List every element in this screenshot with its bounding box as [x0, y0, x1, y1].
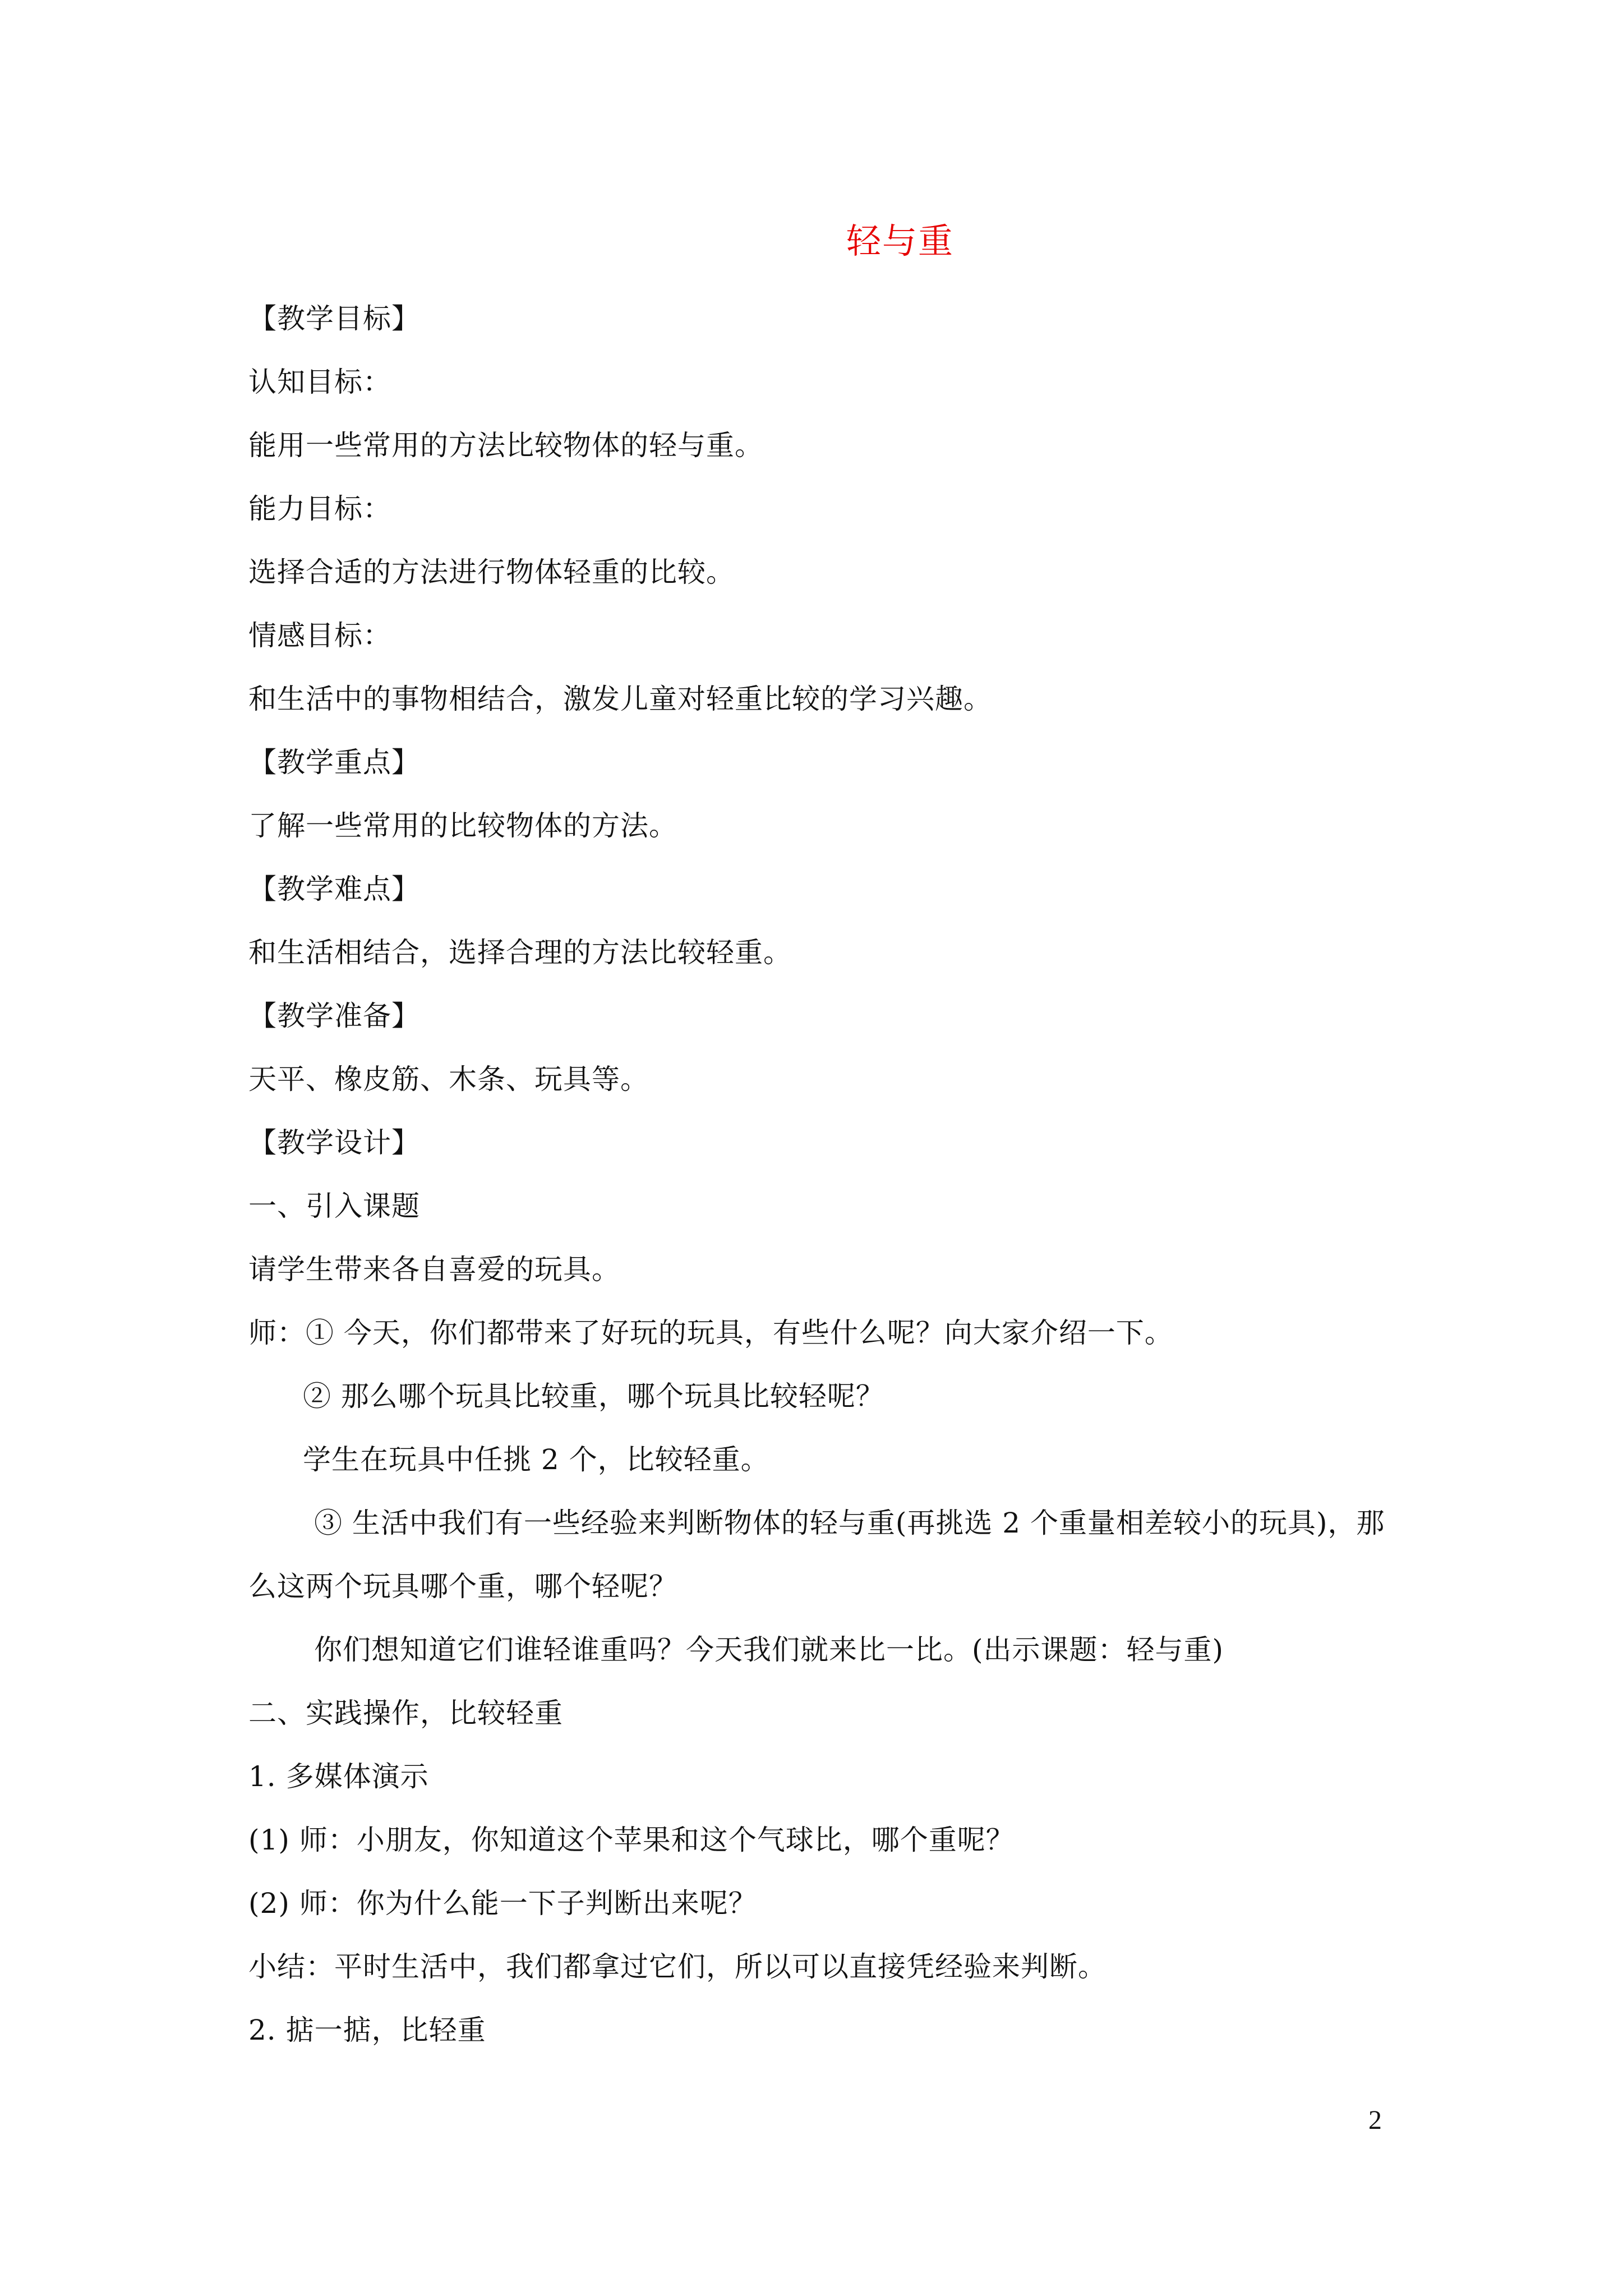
paragraph-line: 么这两个玩具哪个重，哪个轻呢？	[248, 1570, 677, 1603]
paragraph-line: 小结：平时生活中，我们都拿过它们，所以可以直接凭经验来判断。	[248, 1950, 1106, 1983]
paragraph-line: (2) 师：你为什么能一下子判断出来呢？	[248, 1887, 757, 1920]
section-heading-difficulties: 【教学难点】	[248, 873, 420, 905]
paragraph-line: 师：① 今天，你们都带来了好玩的玩具，有些什么呢？向大家介绍一下。	[248, 1317, 1173, 1349]
document-title: 轻与重	[846, 220, 954, 261]
paragraph-line: (1) 师：小朋友，你知道这个苹果和这个气球比，哪个重呢？	[248, 1824, 1015, 1856]
paragraph-line: 认知目标：	[248, 366, 391, 398]
paragraph-line: 2. 掂一掂，比轻重	[248, 2014, 486, 2046]
paragraph-line: 和生活中的事物相结合，激发儿童对轻重比较的学习兴趣。	[248, 683, 992, 715]
paragraph-line: 天平、橡皮筋、木条、玩具等。	[248, 1063, 649, 1096]
paragraph-line: 能用一些常用的方法比较物体的轻与重。	[248, 429, 763, 462]
section-heading-key-points: 【教学重点】	[248, 746, 420, 779]
paragraph-line: 你们想知道它们谁轻谁重吗？今天我们就来比一比。(出示课题：轻与重)	[314, 1634, 1224, 1666]
subsection-heading: 一、引入课题	[248, 1190, 420, 1222]
paragraph-line: 情感目标：	[248, 619, 391, 652]
paragraph-line: 了解一些常用的比较物体的方法。	[248, 809, 677, 842]
section-heading-objectives: 【教学目标】	[248, 302, 420, 335]
paragraph-line: 请学生带来各自喜爱的玩具。	[248, 1253, 620, 1286]
section-heading-design: 【教学设计】	[248, 1126, 420, 1159]
paragraph-line: ② 那么哪个玩具比较重，哪个玩具比较轻呢？	[303, 1380, 884, 1412]
paragraph-line: ③ 生活中我们有一些经验来判断物体的轻与重(再挑选 2 个重量相差较小的玩具)，那	[314, 1507, 1385, 1539]
paragraph-line: 选择合适的方法进行物体轻重的比较。	[248, 556, 735, 588]
paragraph-line: 学生在玩具中任挑 2 个，比较轻重。	[303, 1443, 769, 1476]
page-number: 2	[1368, 2105, 1382, 2135]
section-heading-preparation: 【教学准备】	[248, 1000, 420, 1032]
paragraph-line: 和生活相结合，选择合理的方法比较轻重。	[248, 936, 792, 969]
paragraph-line: 能力目标：	[248, 493, 391, 525]
paragraph-line: 1. 多媒体演示	[248, 1760, 429, 1793]
subsection-heading: 二、实践操作，比较轻重	[248, 1697, 563, 1729]
